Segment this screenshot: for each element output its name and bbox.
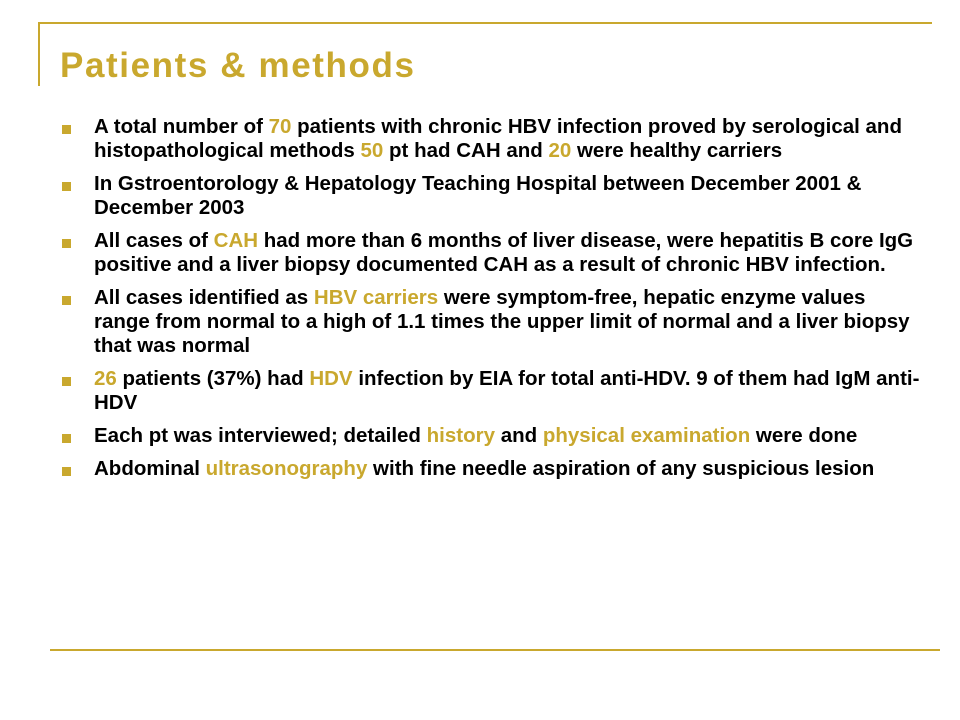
highlighted-text: 70 [268, 115, 292, 138]
highlighted-text: HDV [309, 367, 353, 390]
bullet-text: had more than 6 months of liver disease, were hepatitis B core IgG positive and a liver biopsy documented CAH as a result of chronic HBV infection. [94, 229, 914, 276]
left-border-line [38, 22, 40, 86]
bullet-item [62, 457, 922, 481]
bullet-list [62, 115, 922, 490]
highlighted-text: CAH [213, 229, 259, 252]
bullet-text: Each pt was interviewed; detailed [94, 424, 427, 447]
bottom-border-line [50, 649, 940, 651]
square-bullet-icon [62, 377, 71, 386]
top-border-line [38, 22, 932, 24]
bullet-text: with fine needle aspiration of any suspicious lesion [367, 457, 875, 480]
bullet-text: patients (37%) had [116, 367, 310, 390]
bullet-text: pt had CAH and [383, 139, 549, 162]
bullet-text: were done [750, 424, 858, 447]
highlighted-text: 20 [548, 139, 572, 162]
highlighted-text: 50 [360, 139, 384, 162]
square-bullet-icon [62, 467, 71, 476]
bullet-item [62, 286, 922, 358]
bullet-item [62, 229, 922, 277]
bullet-text: and [495, 424, 543, 447]
highlighted-text: 26 [94, 367, 117, 390]
highlighted-text: history [426, 424, 496, 447]
bullet-text: All cases of [94, 229, 214, 252]
bullet-item [62, 115, 922, 163]
square-bullet-icon [62, 182, 71, 191]
bullet-text: All cases identified as [94, 286, 314, 309]
bullet-text: infection by EIA for total anti-HDV. 9 of them had IgM anti- HDV [94, 367, 920, 414]
highlighted-text: physical examination [542, 424, 751, 447]
bullet-item [62, 424, 922, 448]
highlighted-text: ultrasonography [205, 457, 368, 480]
square-bullet-icon [62, 239, 71, 248]
bullet-text: were symptom-free, hepatic enzyme values range from normal to a high of 1.1 times the upper limit of normal and a liver biopsy that was normal [94, 286, 910, 357]
slide-title: Patients & methods [60, 46, 416, 85]
square-bullet-icon [62, 125, 71, 134]
square-bullet-icon [62, 434, 71, 443]
bullet-item [62, 172, 922, 220]
square-bullet-icon [62, 296, 71, 305]
bullet-text: A total number of [94, 115, 269, 138]
bullet-text: In Gstroentorology & Hepatology Teaching Hospital between December 2001 & December 2003 [94, 172, 862, 219]
bullet-text: Abdominal [94, 457, 206, 480]
bullet-item [62, 367, 922, 415]
bullet-text: were healthy carriers [571, 139, 783, 162]
bullet-text: patients with chronic HBV infection proved by serological and histopathological methods [94, 115, 902, 162]
highlighted-text: HBV carriers [313, 286, 439, 309]
